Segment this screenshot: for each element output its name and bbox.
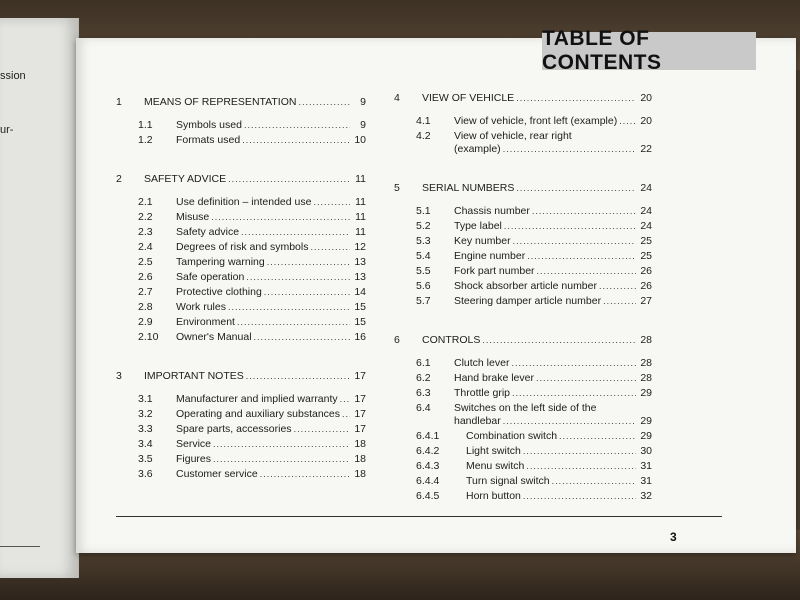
- toc-entry: [394, 460, 652, 473]
- toc-number: 6.2: [416, 372, 431, 384]
- leader-dots: [313, 196, 350, 209]
- leader-dots: [340, 393, 350, 406]
- toc-title: Combination switch: [466, 430, 558, 442]
- leader-dots: [246, 370, 350, 383]
- toc-title: Work rules: [176, 301, 226, 313]
- left-page-rule: [0, 546, 40, 547]
- toc-number: 6.3: [416, 387, 431, 399]
- leader-dots: [504, 220, 636, 233]
- toc-page-number: 15: [354, 316, 366, 328]
- toc-number: 3.2: [138, 408, 153, 420]
- toc-number: 5: [394, 182, 400, 194]
- leader-dots: [523, 490, 636, 503]
- toc-title: Light switch: [466, 445, 521, 457]
- leader-dots: [503, 143, 636, 156]
- toc-chapter: [116, 96, 366, 109]
- toc-entry: [116, 316, 366, 329]
- toc-number: 5.1: [416, 205, 431, 217]
- toc-title: View of vehicle, front left (example): [454, 115, 618, 127]
- toc-entry: [116, 271, 366, 284]
- toc-title: Safety advice: [176, 226, 240, 238]
- toc-title: Switches on the left side of the: [454, 402, 597, 414]
- toc-title: Hand brake lever: [454, 372, 534, 384]
- toc-page-number: 9: [360, 119, 366, 131]
- toc-number: 6.4.3: [416, 460, 440, 472]
- toc-entry: [116, 119, 366, 132]
- toc-title: Use definition – intended use: [176, 196, 312, 208]
- toc-number: 2.3: [138, 226, 153, 238]
- toc-page-number: 28: [640, 334, 652, 346]
- toc-entry: [394, 295, 652, 308]
- toc-entry: [116, 196, 366, 209]
- toc-page-number: 13: [354, 271, 366, 283]
- toc-page-number: 29: [640, 415, 652, 427]
- toc-title: Environment: [176, 316, 235, 328]
- toc-page-number: 13: [354, 256, 366, 268]
- leader-dots: [516, 92, 636, 105]
- leader-dots: [237, 316, 350, 329]
- toc-title: Operating and auxiliary substances: [176, 408, 341, 420]
- toc-number: 2.9: [138, 316, 153, 328]
- toc-number: 6.4.1: [416, 430, 440, 442]
- leader-dots: [513, 235, 636, 248]
- toc-number: 6.4.5: [416, 490, 440, 502]
- footer-rule: [116, 516, 722, 517]
- toc-entry: [116, 438, 366, 451]
- toc-title: Type label: [454, 220, 502, 232]
- toc-entry: [394, 205, 652, 218]
- toc-entry: [116, 423, 366, 436]
- leader-dots: [559, 430, 636, 443]
- toc-page-number: 11: [355, 226, 366, 238]
- toc-entry: [116, 286, 366, 299]
- toc-number: 2.8: [138, 301, 153, 313]
- toc-page-number: 24: [640, 220, 652, 232]
- toc-entry: [116, 241, 366, 254]
- toc-chapter: [394, 334, 652, 347]
- leader-dots: [512, 387, 636, 400]
- toc-entry: [394, 220, 652, 233]
- toc-number: 2.7: [138, 286, 153, 298]
- toc-page-number: 16: [354, 331, 366, 343]
- toc-page-number: 20: [640, 92, 652, 104]
- toc-number: 6.4.4: [416, 475, 440, 487]
- toc-number: 6.4.2: [416, 445, 440, 457]
- toc-number: 5.5: [416, 265, 431, 277]
- leader-dots: [619, 115, 636, 128]
- toc-page-number: 29: [640, 387, 652, 399]
- page-title: TABLE OF CONTENTS: [542, 32, 756, 70]
- toc-number: 5.7: [416, 295, 431, 307]
- toc-page-number: 32: [640, 490, 652, 502]
- toc-title: Turn signal switch: [466, 475, 550, 487]
- toc-page-number: 18: [354, 438, 366, 450]
- toc-number: 3.3: [138, 423, 153, 435]
- leader-dots: [482, 334, 636, 347]
- toc-page-number: 25: [640, 235, 652, 247]
- toc-title: Owner's Manual: [176, 331, 252, 343]
- toc-chapter: [394, 92, 652, 105]
- toc-chapter: [394, 182, 652, 195]
- toc-entry: [116, 393, 366, 406]
- leader-dots: [294, 423, 350, 436]
- toc-entry: [116, 226, 366, 239]
- left-page: [0, 18, 79, 578]
- toc-column-left: [116, 82, 366, 483]
- toc-title: Protective clothing: [176, 286, 262, 298]
- toc-chapter: [116, 370, 366, 383]
- toc-number: 5.3: [416, 235, 431, 247]
- toc-number: 5.4: [416, 250, 431, 262]
- toc-page-number: 12: [354, 241, 366, 253]
- toc-page-number: 14: [354, 286, 366, 298]
- toc-page-number: 11: [355, 173, 366, 185]
- leader-dots: [260, 468, 350, 481]
- toc-page-number: 20: [640, 115, 652, 127]
- toc-title: Symbols used: [176, 119, 242, 131]
- toc-number: 6.4: [416, 402, 431, 414]
- leader-dots: [228, 173, 350, 186]
- toc-page-number: 28: [640, 372, 652, 384]
- toc-page-number: 17: [354, 423, 366, 435]
- toc-title: Steering damper article number: [454, 295, 602, 307]
- toc-title: IMPORTANT NOTES: [144, 370, 244, 382]
- toc-page-number: 18: [354, 468, 366, 480]
- leader-dots: [523, 445, 636, 458]
- toc-title: Clutch lever: [454, 357, 510, 369]
- toc-entry: [116, 453, 366, 466]
- toc-page-number: 29: [640, 430, 652, 442]
- toc-page: [76, 27, 796, 553]
- toc-page-number: 11: [355, 211, 366, 223]
- toc-entry: [116, 211, 366, 224]
- toc-title: SAFETY ADVICE: [144, 173, 227, 185]
- leader-dots: [527, 250, 636, 263]
- leader-dots: [254, 331, 350, 344]
- leader-dots: [552, 475, 636, 488]
- toc-entry: [394, 372, 652, 385]
- toc-number: 2.4: [138, 241, 153, 253]
- leader-dots: [264, 286, 350, 299]
- toc-title: MEANS OF REPRESENTATION: [144, 96, 297, 108]
- toc-number: 3.4: [138, 438, 153, 450]
- toc-page-number: 28: [640, 357, 652, 369]
- toc-entry: [394, 130, 652, 156]
- toc-page-number: 15: [354, 301, 366, 313]
- leader-dots: [511, 357, 636, 370]
- toc-number: 1.2: [138, 134, 153, 146]
- toc-entry: [394, 235, 652, 248]
- toc-title: Throttle grip: [454, 387, 511, 399]
- leader-dots: [536, 372, 636, 385]
- toc-number: 6.1: [416, 357, 431, 369]
- leader-dots: [537, 265, 636, 278]
- toc-title: Fork part number: [454, 265, 535, 277]
- toc-title: Service: [176, 438, 212, 450]
- toc-title: Key number: [454, 235, 511, 247]
- toc-page-number: 24: [640, 205, 652, 217]
- toc-title: Safe operation: [176, 271, 245, 283]
- toc-number: 4.2: [416, 130, 431, 142]
- leader-dots: [516, 182, 636, 195]
- toc-entry: [116, 256, 366, 269]
- toc-entry: [116, 468, 366, 481]
- toc-page-number: 26: [640, 265, 652, 277]
- leader-dots: [603, 295, 636, 308]
- toc-number: 2.2: [138, 211, 153, 223]
- toc-page-number: 24: [640, 182, 652, 194]
- toc-title: Customer service: [176, 468, 258, 480]
- leader-dots: [213, 438, 350, 451]
- toc-number: 4.1: [416, 115, 431, 127]
- toc-title: SERIAL NUMBERS: [422, 182, 515, 194]
- toc-title: Chassis number: [454, 205, 530, 217]
- toc-entry: [394, 402, 652, 428]
- toc-entry: [394, 265, 652, 278]
- toc-number: 3.5: [138, 453, 153, 465]
- leader-dots: [241, 226, 350, 239]
- toc-entry: [394, 475, 652, 488]
- toc-entry: [394, 115, 652, 128]
- toc-title: Formats used: [176, 134, 241, 146]
- toc-page-number: 31: [640, 460, 652, 472]
- toc-page-number: 17: [354, 408, 366, 420]
- leader-dots: [267, 256, 350, 269]
- toc-entry: [116, 331, 366, 344]
- leader-dots: [342, 408, 350, 421]
- toc-page-number: 31: [640, 475, 652, 487]
- toc-number: 2.6: [138, 271, 153, 283]
- toc-title: Degrees of risk and symbols: [176, 241, 309, 253]
- page-number: 3: [670, 530, 677, 544]
- toc-title: handlebar: [454, 415, 501, 427]
- toc-entry: [116, 408, 366, 421]
- toc-entry: [394, 280, 652, 293]
- toc-number: 4: [394, 92, 400, 104]
- toc-title: CONTROLS: [422, 334, 481, 346]
- leader-dots: [599, 280, 636, 293]
- toc-entry: [394, 490, 652, 503]
- toc-title: Figures: [176, 453, 212, 465]
- toc-number: 3: [116, 370, 122, 382]
- leader-dots: [526, 460, 636, 473]
- toc-title: Menu switch: [466, 460, 525, 472]
- toc-entry: [116, 301, 366, 314]
- toc-page-number: 17: [354, 393, 366, 405]
- toc-number: 2.10: [138, 331, 159, 343]
- toc-number: 1.1: [138, 119, 153, 131]
- toc-number: 6: [394, 334, 400, 346]
- toc-page-number: 26: [640, 280, 652, 292]
- toc-page-number: 17: [354, 370, 366, 382]
- toc-number: 2.5: [138, 256, 153, 268]
- toc-column-right: [394, 78, 652, 505]
- toc-page-number: 11: [355, 196, 366, 208]
- toc-page-number: 9: [360, 96, 366, 108]
- toc-title: VIEW OF VEHICLE: [422, 92, 515, 104]
- toc-entry: [116, 134, 366, 147]
- toc-entry: [394, 445, 652, 458]
- leader-dots: [532, 205, 636, 218]
- toc-entry: [394, 387, 652, 400]
- toc-page-number: 18: [354, 453, 366, 465]
- toc-number: 2.1: [138, 196, 153, 208]
- toc-number: 1: [116, 96, 122, 108]
- leader-dots: [211, 211, 350, 224]
- leader-dots: [213, 453, 350, 466]
- leader-dots: [244, 119, 350, 132]
- toc-number: 5.6: [416, 280, 431, 292]
- toc-title: Manufacturer and implied warranty: [176, 393, 338, 405]
- leader-dots: [310, 241, 350, 254]
- toc-title: View of vehicle, rear right: [454, 130, 572, 142]
- toc-page-number: 25: [640, 250, 652, 262]
- leader-dots: [228, 301, 350, 314]
- toc-title: Tampering warning: [176, 256, 265, 268]
- toc-number: 5.2: [416, 220, 431, 232]
- leader-dots: [246, 271, 350, 284]
- toc-title: Horn button: [466, 490, 521, 502]
- toc-title: (example): [454, 143, 501, 155]
- toc-page-number: 27: [640, 295, 652, 307]
- left-page-fragment: ssion: [0, 70, 26, 82]
- toc-number: 2: [116, 173, 122, 185]
- leader-dots: [298, 96, 350, 109]
- toc-title: Shock absorber article number: [454, 280, 597, 292]
- toc-title: Spare parts, accessories: [176, 423, 292, 435]
- toc-title: Misuse: [176, 211, 210, 223]
- left-page-fragment: ur-: [0, 124, 14, 136]
- leader-dots: [242, 134, 350, 147]
- leader-dots: [503, 415, 636, 428]
- toc-page-number: 30: [640, 445, 652, 457]
- toc-title: Engine number: [454, 250, 526, 262]
- toc-entry: [394, 250, 652, 263]
- toc-number: 3.6: [138, 468, 153, 480]
- toc-chapter: [116, 173, 366, 186]
- toc-entry: [394, 357, 652, 370]
- toc-number: 3.1: [138, 393, 153, 405]
- toc-page-number: 22: [640, 143, 652, 155]
- toc-page-number: 10: [354, 134, 366, 146]
- toc-entry: [394, 430, 652, 443]
